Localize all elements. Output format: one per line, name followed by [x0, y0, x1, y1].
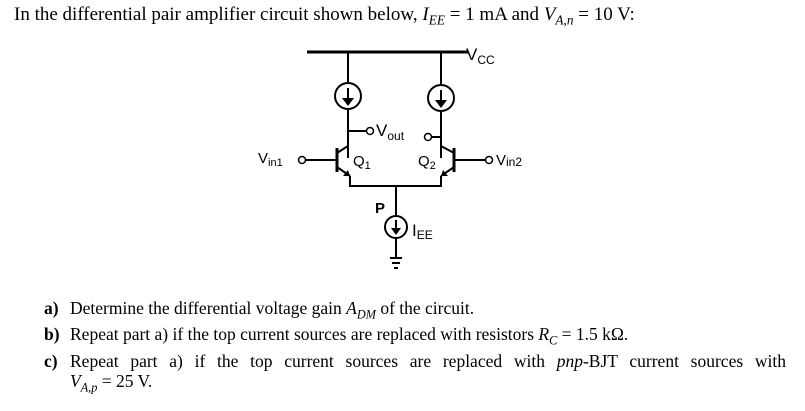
part-a-lead: Determine the differential voltage gain: [70, 298, 347, 318]
part-c-lead: Repeat part a) if the top current sources are replaced with: [70, 350, 557, 371]
vin1-terminal-icon: [299, 157, 306, 164]
vin1-label: $V_{in1}$: [258, 150, 283, 169]
q2-collector-leg: [441, 146, 454, 153]
question-parts: [44, 298, 786, 397]
q1-label: $Q_1$: [353, 153, 371, 172]
part-a: [44, 298, 786, 324]
iee-symbol: I: [422, 4, 429, 25]
node-p-label: P: [375, 200, 386, 217]
vout-right-terminal-icon: [425, 134, 432, 141]
iee-subscript: EE: [428, 12, 445, 28]
rc-symbol: R: [538, 324, 550, 345]
adm-subscript: DM: [356, 307, 376, 322]
part-a-end: of the circuit.: [375, 298, 475, 318]
va-subscript: A,n: [555, 12, 574, 28]
vap-subscript: A,p: [80, 379, 98, 394]
part-c: [44, 351, 786, 397]
vin2-terminal-icon: [486, 157, 493, 164]
part-c-line1: [70, 351, 786, 371]
vin2-label: Vin2: [496, 152, 523, 169]
left-current-source-icon: [335, 83, 361, 109]
iee-label: $I_{EE}$: [412, 221, 433, 242]
rc-subscript: C: [549, 333, 558, 348]
part-b-text: [70, 324, 786, 350]
tail-current-source-icon: [385, 216, 407, 238]
vout-label: $V_{out}$: [376, 121, 405, 143]
part-c-tail: -BJT current sources with: [582, 350, 786, 371]
part-a-text: [70, 298, 786, 324]
adm-symbol: A: [346, 298, 357, 318]
right-current-source-icon: [428, 85, 454, 111]
part-b: [44, 324, 786, 350]
vcc-label: $V_{CC}$: [466, 45, 495, 67]
part-b-tag: b): [44, 324, 60, 345]
part-c-line2: [70, 371, 786, 397]
part-c-text: [70, 351, 786, 397]
part-b-end: = 1.5 kΩ.: [557, 324, 629, 345]
va-symbol: V: [543, 4, 556, 25]
ground-icon: [390, 258, 402, 268]
intro-text: In the differential pair amplifier circuit shown below,: [14, 4, 423, 25]
iee-value: = 1 mA and: [444, 4, 544, 25]
part-a-tag: a): [44, 298, 59, 318]
emitter-node-wire: [350, 176, 441, 186]
q1-collector-leg: [337, 146, 348, 153]
vout-left-terminal-icon: [367, 128, 374, 135]
q2-label: $Q_2$: [418, 153, 436, 172]
part-c-end: = 25 V.: [97, 370, 153, 391]
va-value: = 10 V:: [573, 4, 635, 25]
pnp-term: pnp: [556, 350, 583, 371]
vap-symbol: V: [70, 370, 81, 391]
part-b-lead: Repeat part a) if the top current sources are replaced with resistors: [70, 324, 539, 345]
part-c-tag: c): [44, 350, 58, 371]
